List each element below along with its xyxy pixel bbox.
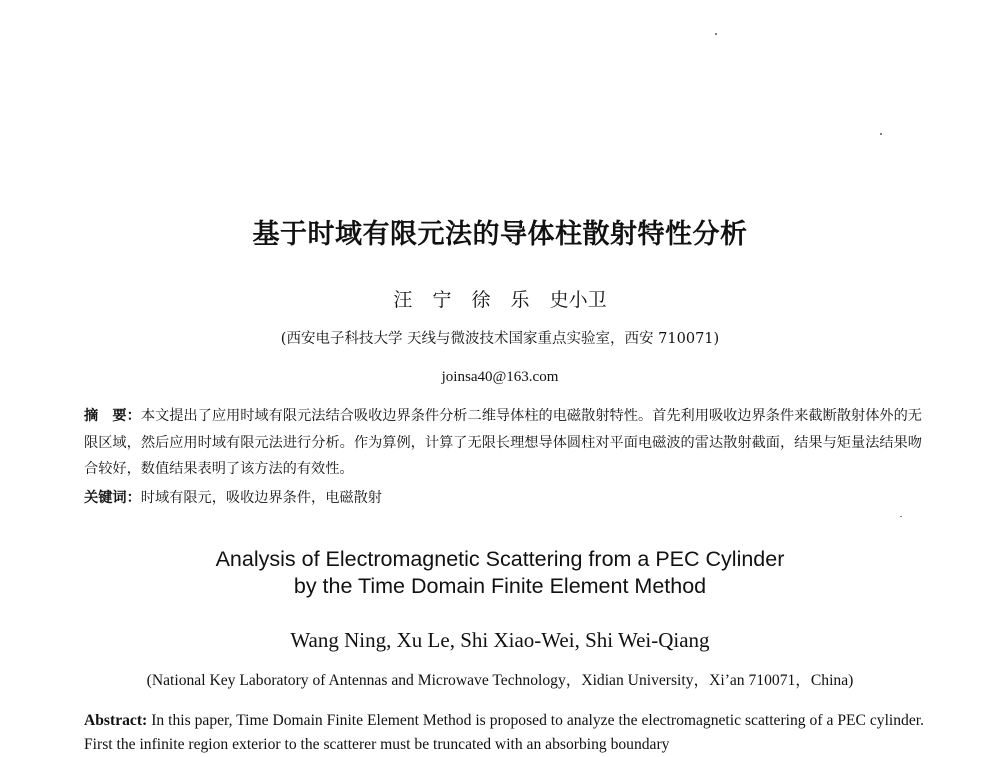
authors-en: Wang Ning, Xu Le, Shi Xiao-Wei, Shi Wei-Qiang (290, 628, 710, 652)
affiliation-cn: (西安电子科技大学 天线与微波技术国家重点实验室，西安 710071) (280, 331, 720, 347)
abstract-en-text: In this paper, Time Domain Finite Element Method is proposed to analyze the electromagnetic scattering of a PEC cylinder. First the infinite region exterior to the scatterer must be truncated with an absorbing boundary (84, 712, 924, 753)
scan-speck (900, 516, 902, 517)
paper-title-en-line1: Analysis of Electromagnetic Scattering from a PEC Cylinder (215, 547, 785, 571)
scan-speck (715, 33, 717, 35)
paper-title-en (0, 546, 1000, 600)
paper-title-cn: 基于时域有限元法的导体柱散射特性分析 (252, 219, 748, 250)
keywords-cn (84, 485, 922, 511)
paper-title-en-line2: by the Time Domain Finite Element Method (293, 574, 707, 598)
abstract-en-label: Abstract: (84, 712, 148, 729)
scan-speck (880, 133, 882, 135)
authors-cn: 汪 宁 徐 乐 史小卫 (393, 289, 607, 311)
abstract-en (84, 709, 924, 757)
keywords-cn-label: 关键词： (84, 490, 141, 506)
abstract-cn (84, 403, 922, 483)
author-email: joinsa40@163.com (441, 369, 559, 385)
abstract-cn-text: 本文提出了应用时域有限元法结合吸收边界条件分析二维导体柱的电磁散射特性。首先利用吸收边界条件来截断散射体外的无限区域，然后应用时域有限元法进行分析。作为算例，计算了无限长理想导体圆柱对平面电磁波的雷达散射截面，结果与矩量法结果吻合较好，数值结果表明了该方法的有效性。 (84, 408, 922, 477)
keywords-cn-text: 时域有限元，吸收边界条件，电磁散射 (140, 490, 382, 506)
affiliation-en: (National Key Laboratory of Antennas and Microwave Technology，Xidian University，Xi’an 710071，China) (146, 672, 854, 689)
abstract-cn-label: 摘 要： (84, 408, 141, 424)
